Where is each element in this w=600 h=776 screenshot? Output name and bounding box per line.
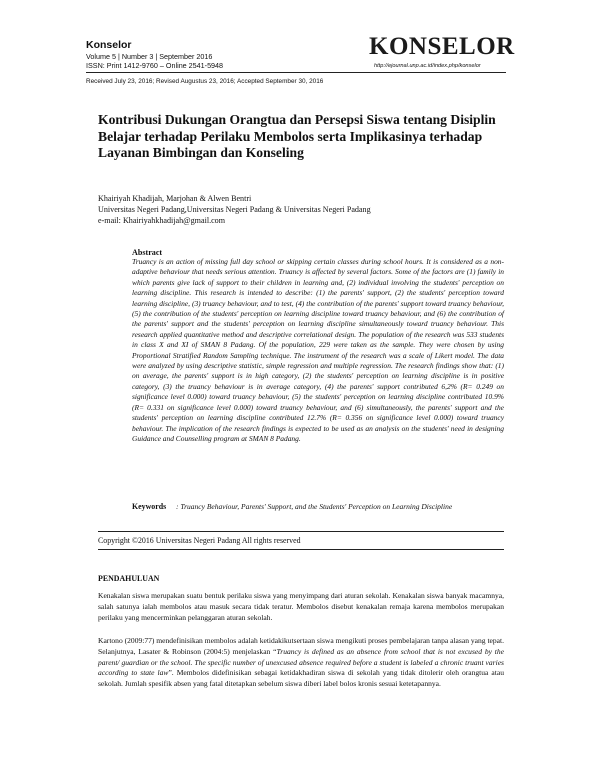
keywords-label: Keywords	[132, 502, 167, 511]
body-paragraph-2	[98, 636, 504, 690]
issn-line: ISSN: Print 1412-9760 – Online 2541-5948	[86, 61, 224, 70]
abstract-text: Truancy is an action of missing full day school or skipping certain classes during school hours. It is considered as a non-adaptive behaviour that needs serious attention. Truancy is affected by several factors. Some of the factors are (1) family in which parents give lack of support to their children in learning and, (2) individual involving the students' perception on learning discipline. This research is intended to describe: (1) the parents' support, (2) the students' perception toward learning discipline, (3) truancy behaviour, and to test, (4) the contribution of the parents' support toward truancy behaviour, (5) the contribution of the students' perception on learning discipline toward truancy behaviour, and (6) the contribution of the parents' support and the students' perception on learning discipline simultaneously toward truancy behaviour. This research applied quantitative method and descriptive correlational design. The population of the research was 533 students in class X and XI of SMAN 8 Padang. Of the population, 229 were taken as the sample. They were chosen by using Proportional Stratified Random Sampling technique. The instrument of the research was a scale of Likert model. The data were analyzed by using descriptive statistic, simple regression and multiple regression. The research findings show that: (1) on average, the parents' support is in high category, (2) the students' perception on learning discipline is in positive category, (3) the truancy behaviour is in average category, (4) the parents' support contributed 6,2% (R= 0.249 on significance level 0.000) toward truancy behaviour, (5) the students' perception on learning discipline contributed 10.9% (R= 0.331 on significance level 0.000) toward truancy behaviour, and (6) simultaneously, the parents' support and the students' perception on learning discipline contributed 12.7% (R= 0.356 on significance level 0.000) toward truancy behaviour. The implication of the research findings is expected to be used as an analysis on the students' need in designing Guidance and Counselling program at SMAN 8 Padang.	[132, 257, 504, 443]
volume-line: Volume 5 | Number 3 | September 2016	[86, 52, 213, 61]
para2-intro: Kartono (2009:77) mendefinisikan membolos adalah ketidakikutsertaan siswa mengikuti proses pembelajaran tanpa alasan yang tepat. Selanjutnya, Lasater & Robinson (2004:5) menjelaskan “	[98, 636, 504, 656]
author-list: Khairiyah Khadijah, Marjohan & Alwen Bentri	[98, 194, 252, 203]
copyright-rule-bottom	[98, 549, 504, 550]
article-title: Kontribusi Dukungan Orangtua dan Persepsi Siswa tentang Disiplin Belajar terhadap Perilaku Membolos serta Implikasinya terhadap Layanan Bimbingan dan Konseling	[98, 112, 496, 160]
abstract-heading: Abstract	[132, 248, 163, 257]
para2-quote: Truancy is defined as an absence from school that is not excused by the parent/ guardian or the school. The specific number of unexcused absence required before a student is labeled a chronic truant varies according to state law	[98, 646, 504, 678]
header-rule	[86, 72, 506, 73]
copyright-notice: Copyright ©2016 Universitas Negeri Padang All rights reserved	[98, 536, 301, 545]
journal-logo: KONSELOR	[369, 33, 515, 60]
keywords-text: : Truancy Behaviour, Parents' Support, and the Students' Perception on Learning Discipline	[176, 502, 453, 511]
journal-url: http://ejournal.unp.ac.id/index.php/konselor	[374, 63, 481, 69]
para2-rest: ”. Membolos didefinisikan sebagai ketidakhadiran siswa di sekolah yang tidak ditolerir oleh orangtua atau sekolah. Jumlah spesifik absen yang fatal ditetapkan sebelum siswa diberi label bolos kronis sesuai ketetapannya.	[98, 668, 504, 689]
copyright-rule-top	[98, 531, 504, 532]
author-affiliation: Universitas Negeri Padang,Universitas Negeri Padang & Universitas Negeri Padang	[98, 205, 371, 214]
submission-dates: Received July 23, 2016; Revised Augustus 23, 2016; Accepted September 30, 2016	[86, 78, 324, 85]
body-paragraph-1: Kenakalan siswa merupakan suatu bentuk perilaku siswa yang menyimpang dari aturan sekolah. Kenakalan siswa banyak macamnya, salah satunya ialah membolos atau masuk secara tidak teratur. Membolos disebut kenakalan remaja karena membolos merupakan perilaku yang mencerminkan pelanggaran aturan sekolah.	[98, 591, 504, 622]
journal-name: Konselor	[86, 39, 132, 51]
section-heading: PENDAHULUAN	[98, 574, 160, 583]
author-email: e-mail: Khairiyahkhadijah@gmail.com	[98, 216, 226, 225]
